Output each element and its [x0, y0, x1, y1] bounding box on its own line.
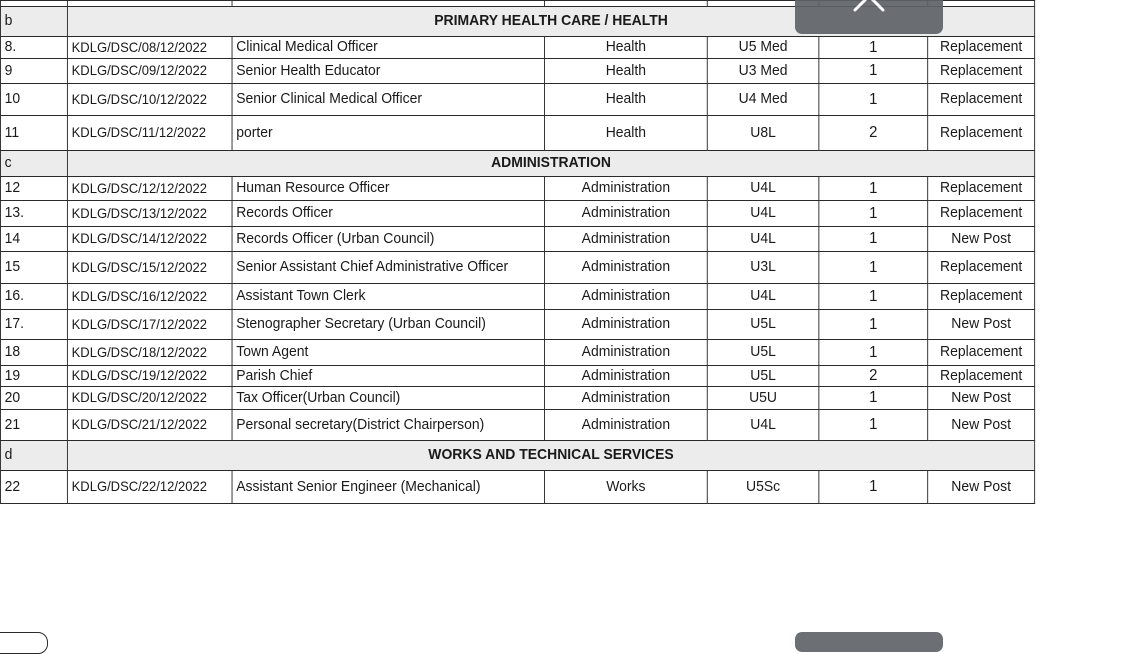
job-title: Human Resource Officer: [232, 177, 544, 201]
section-header-row: [0, 441, 1034, 471]
row-number: 10: [0, 84, 67, 116]
section-title: ADMINISTRATION: [67, 151, 1034, 177]
table-row: [0, 201, 1034, 227]
remark: Replacement: [928, 177, 1035, 201]
scroll-down-overlay[interactable]: [795, 632, 943, 652]
department: Administration: [545, 252, 708, 284]
table-row: [0, 284, 1034, 310]
reference-number: KDLG/DSC/09/12/2022: [67, 59, 232, 84]
row-number: 20: [0, 387, 67, 410]
reference-number: KDLG/DSC/21/12/2022: [67, 410, 232, 441]
number-of-posts: 1: [819, 284, 928, 310]
reference-number: KDLG/DSC/14/12/2022: [67, 227, 232, 252]
job-title: Senior Assistant Chief Administrative Officer: [232, 252, 544, 284]
remark: New Post: [928, 387, 1035, 410]
number-of-posts: 1: [819, 227, 928, 252]
department: Administration: [545, 340, 708, 366]
row-number: 8.: [0, 37, 67, 59]
row-number: 14: [0, 227, 67, 252]
department: Administration: [545, 177, 708, 201]
table-row: [0, 410, 1034, 441]
reference-number: KDLG/DSC/22/12/2022: [67, 471, 232, 504]
remark: Replacement: [928, 284, 1035, 310]
department: Administration: [545, 387, 708, 410]
row-number: 15: [0, 252, 67, 284]
section-title: PRIMARY HEALTH CARE / HEALTH: [67, 7, 1034, 37]
department: Administration: [545, 310, 708, 340]
salary-scale: U4 Med: [707, 84, 819, 116]
remark: Replacement: [928, 116, 1035, 151]
job-title: Stenographer Secretary (Urban Council): [232, 310, 544, 340]
table-row: [0, 116, 1034, 151]
job-title: Clinical Medical Officer: [232, 37, 544, 59]
remark: Replacement: [928, 84, 1035, 116]
number-of-posts: 1: [819, 410, 928, 441]
reference-number: KDLG/DSC/18/12/2022: [67, 340, 232, 366]
number-of-posts: 1: [819, 252, 928, 284]
reference-number: KDLG/DSC/19/12/2022: [67, 366, 232, 387]
row-number: 22: [0, 471, 67, 504]
department: Administration: [545, 201, 708, 227]
salary-scale: U3 Med: [707, 59, 819, 84]
salary-scale: U4L: [707, 177, 819, 201]
salary-scale: U5L: [707, 340, 819, 366]
remark: Replacement: [928, 366, 1035, 387]
reference-number: KDLG/DSC/15/12/2022: [67, 252, 232, 284]
remark: Replacement: [928, 37, 1035, 59]
job-title: Personal secretary(District Chairperson): [232, 410, 544, 441]
remark: New Post: [928, 310, 1035, 340]
remark: New Post: [928, 227, 1035, 252]
section-letter: c: [0, 151, 67, 177]
remark: Replacement: [928, 252, 1035, 284]
job-title: porter: [232, 116, 544, 151]
row-number: 9: [0, 59, 67, 84]
department: Health: [545, 37, 708, 59]
salary-scale: U4L: [707, 284, 819, 310]
department: Works: [545, 471, 708, 504]
department: Health: [545, 84, 708, 116]
reference-number: KDLG/DSC/12/12/2022: [67, 177, 232, 201]
job-title: Town Agent: [232, 340, 544, 366]
department: Health: [545, 116, 708, 151]
salary-scale: U5 Med: [707, 37, 819, 59]
salary-scale: U5U: [707, 387, 819, 410]
department: Administration: [545, 366, 708, 387]
table-row: [0, 471, 1034, 504]
salary-scale: U8L: [707, 116, 819, 151]
section-letter: d: [0, 441, 67, 471]
scroll-up-overlay[interactable]: [795, 0, 943, 34]
table-row: [0, 387, 1034, 410]
salary-scale: U5L: [707, 310, 819, 340]
page-control[interactable]: [0, 632, 48, 654]
salary-scale: U5Sc: [707, 471, 819, 504]
reference-number: KDLG/DSC/13/12/2022: [67, 201, 232, 227]
reference-number: KDLG/DSC/20/12/2022: [67, 387, 232, 410]
job-title: Assistant Town Clerk: [232, 284, 544, 310]
section-title: WORKS AND TECHNICAL SERVICES: [67, 441, 1034, 471]
chevron-up-icon: [847, 0, 891, 12]
number-of-posts: 1: [819, 84, 928, 116]
number-of-posts: 1: [819, 310, 928, 340]
department: Administration: [545, 284, 708, 310]
reference-number: KDLG/DSC/17/12/2022: [67, 310, 232, 340]
row-number: 12: [0, 177, 67, 201]
number-of-posts: 2: [819, 116, 928, 151]
job-title: Senior Health Educator: [232, 59, 544, 84]
salary-scale: U3L: [707, 252, 819, 284]
salary-scale: U4L: [707, 201, 819, 227]
row-number: 19: [0, 366, 67, 387]
table-row: [0, 227, 1034, 252]
job-title: Senior Clinical Medical Officer: [232, 84, 544, 116]
remark: Replacement: [928, 59, 1035, 84]
table-row: [0, 84, 1034, 116]
table-row: [0, 252, 1034, 284]
department: Administration: [545, 227, 708, 252]
job-title: Tax Officer(Urban Council): [232, 387, 544, 410]
reference-number: KDLG/DSC/11/12/2022: [67, 116, 232, 151]
remark: Replacement: [928, 201, 1035, 227]
department: Health: [545, 59, 708, 84]
number-of-posts: 1: [819, 177, 928, 201]
table-row: [0, 37, 1034, 59]
remark: Replacement: [928, 340, 1035, 366]
number-of-posts: 1: [819, 59, 928, 84]
reference-number: KDLG/DSC/16/12/2022: [67, 284, 232, 310]
table-row: [0, 177, 1034, 201]
job-title: Records Officer (Urban Council): [232, 227, 544, 252]
remark: New Post: [928, 410, 1035, 441]
row-number: 11: [0, 116, 67, 151]
salary-scale: U5L: [707, 366, 819, 387]
number-of-posts: 1: [819, 471, 928, 504]
table-row: [0, 310, 1034, 340]
job-title: Assistant Senior Engineer (Mechanical): [232, 471, 544, 504]
row-number: 17.: [0, 310, 67, 340]
number-of-posts: 1: [819, 37, 928, 59]
section-header-row: [0, 151, 1034, 177]
number-of-posts: 1: [819, 201, 928, 227]
row-number: 18: [0, 340, 67, 366]
remark: New Post: [928, 471, 1035, 504]
department: Administration: [545, 410, 708, 441]
row-number: 21: [0, 410, 67, 441]
number-of-posts: 1: [819, 387, 928, 410]
salary-scale: U4L: [707, 410, 819, 441]
number-of-posts: 1: [819, 340, 928, 366]
table-row: [0, 366, 1034, 387]
number-of-posts: 2: [819, 366, 928, 387]
table-row: [0, 59, 1034, 84]
table-row: [0, 340, 1034, 366]
job-title: Records Officer: [232, 201, 544, 227]
reference-number: KDLG/DSC/10/12/2022: [67, 84, 232, 116]
row-number: 13.: [0, 201, 67, 227]
row-number: 16.: [0, 284, 67, 310]
job-title: Parish Chief: [232, 366, 544, 387]
section-letter: b: [0, 7, 67, 37]
reference-number: KDLG/DSC/08/12/2022: [67, 37, 232, 59]
salary-scale: U4L: [707, 227, 819, 252]
